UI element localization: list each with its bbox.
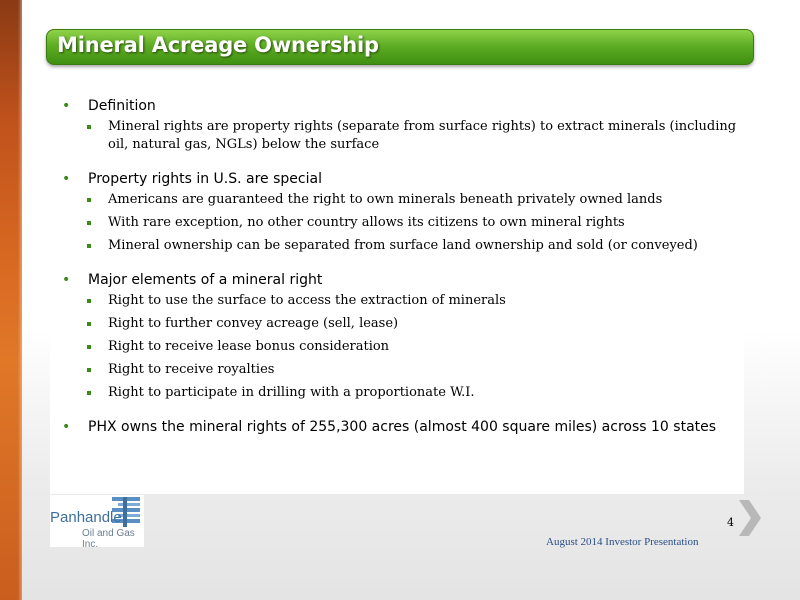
next-chevron-icon[interactable] xyxy=(737,498,763,538)
section-major-elements xyxy=(60,270,740,402)
bullet-heading xyxy=(60,270,740,290)
sub-bullet-text: Mineral rights are property rights (separate from surface rights) to extract minerals (including oil, natural gas, NGLs) below the surface xyxy=(108,119,737,152)
company-logo xyxy=(50,495,144,550)
bullet-heading xyxy=(60,417,740,437)
square-bullet-icon xyxy=(87,244,91,248)
sub-bullet xyxy=(60,118,740,154)
bullet-heading-text: PHX owns the mineral rights of 255,300 acres (almost 400 square miles) across 10 states xyxy=(88,419,717,435)
bullet-dot-icon: • xyxy=(62,171,71,187)
section-property-rights xyxy=(60,169,740,255)
sub-bullet xyxy=(60,191,740,209)
left-accent-bar xyxy=(0,0,22,600)
bullet-content xyxy=(60,96,740,452)
square-bullet-icon xyxy=(87,299,91,303)
logo-name: Panhandle xyxy=(50,509,122,526)
sub-bullet-text: Americans are guaranteed the right to own minerals beneath privately owned lands xyxy=(108,192,663,207)
sub-bullet-text: Right to receive royalties xyxy=(108,362,275,377)
sub-bullet xyxy=(60,237,740,255)
square-bullet-icon xyxy=(87,391,91,395)
sub-bullet-text: Right to use the surface to access the extraction of minerals xyxy=(108,293,506,308)
square-bullet-icon xyxy=(87,345,91,349)
sub-bullet xyxy=(60,361,740,379)
sub-bullet-text: Right to receive lease bonus consideration xyxy=(108,339,390,354)
square-bullet-icon xyxy=(87,368,91,372)
sub-bullet-text: Right to participate in drilling with a proportionate W.I. xyxy=(108,385,475,400)
bullet-heading-text: Property rights in U.S. are special xyxy=(88,171,322,187)
sub-bullet-text: Mineral ownership can be separated from surface land ownership and sold (or conveyed) xyxy=(108,238,698,253)
square-bullet-icon xyxy=(87,198,91,202)
square-bullet-icon xyxy=(87,125,91,129)
sub-bullet xyxy=(60,292,740,310)
bullet-heading-text: Major elements of a mineral right xyxy=(88,272,323,288)
sub-bullet xyxy=(60,338,740,356)
title-banner xyxy=(46,29,754,65)
logo-subtitle: Oil and Gas Inc. xyxy=(82,528,135,550)
section-definition xyxy=(60,96,740,154)
bullet-dot-icon: • xyxy=(62,98,71,114)
sub-bullet-text: Right to further convey acreage (sell, lease) xyxy=(108,316,399,331)
footer-text: August 2014 Investor Presentation xyxy=(546,536,699,548)
bullet-heading-text: Definition xyxy=(88,98,156,114)
square-bullet-icon xyxy=(87,221,91,225)
bullet-dot-icon: • xyxy=(62,272,71,288)
sub-bullet xyxy=(60,214,740,232)
bullet-heading xyxy=(60,169,740,189)
bullet-heading xyxy=(60,96,740,116)
slide-title: Mineral Acreage Ownership xyxy=(57,33,379,57)
sub-bullet xyxy=(60,315,740,333)
sub-bullet xyxy=(60,384,740,402)
square-bullet-icon xyxy=(87,322,91,326)
page-number: 4 xyxy=(727,516,734,529)
section-phx-acreage xyxy=(60,417,740,437)
bullet-dot-icon: • xyxy=(62,419,71,435)
sub-bullet-text: With rare exception, no other country allows its citizens to own mineral rights xyxy=(108,215,625,230)
